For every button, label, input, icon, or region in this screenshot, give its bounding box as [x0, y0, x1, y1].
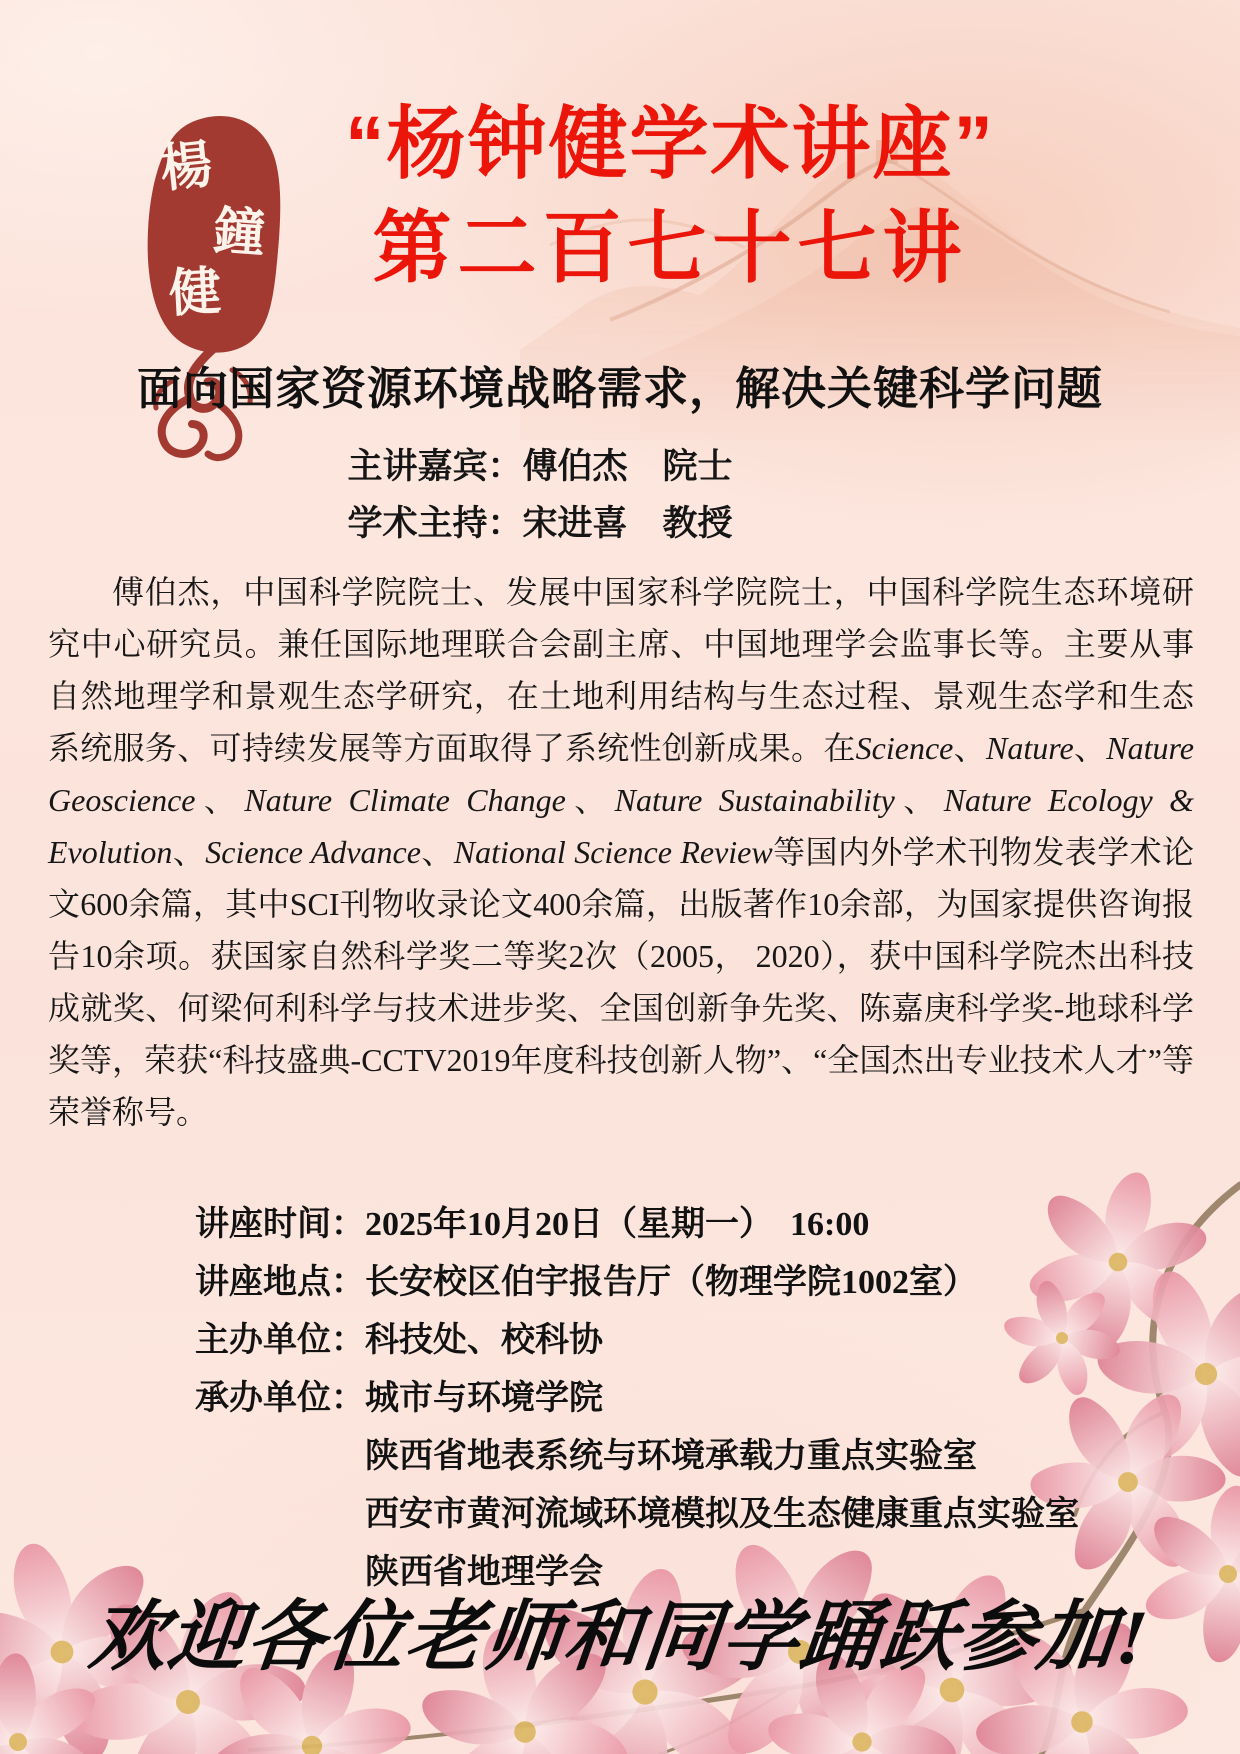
lecture-topic: 面向国家资源环境战略需求，解决关键科学问题 [136, 364, 1103, 414]
bio-run: 、 [894, 782, 944, 818]
lecture-details [195, 1196, 1195, 1602]
detail-value: 城市与环境学院 [365, 1380, 603, 1417]
detail-value: 科技处、校科协 [365, 1322, 603, 1359]
detail-label: 主办单位： [195, 1322, 365, 1359]
bio-run: 、 [172, 834, 206, 870]
bio-run: 、 [195, 782, 245, 818]
detail-label: 承办单位： [195, 1380, 365, 1417]
bio-run: 傅伯杰，中国科学院院士、发展中国家科学院院士，中国科学院生态环境研究中心研究员。兼任国际地理联合会副主席、中国地理学会监事长等。主要从事自然地理学和景观生态学研究，在土地利用结构与生态过程、景观生态学和生态系统服务、可持续发展等方面取得了系统性创新成果。在 [48, 574, 1194, 766]
seal-char-2: 鐘 [211, 203, 268, 264]
guest-speaker-line: 主讲嘉宾：傅伯杰 院士 [347, 447, 733, 486]
journal-name: Nature Geoscience [48, 730, 1194, 818]
detail-value: 陕西省地理学会 [365, 1554, 603, 1591]
journal-name: Science [855, 730, 954, 766]
academic-host-line: 学术主持：宋进喜 教授 [347, 504, 733, 543]
journal-name: Nature Climate Change [244, 782, 566, 818]
bio-run: 、 [1073, 730, 1107, 766]
detail-value: 西安市黄河流域环境模拟及生态健康重点实验室 [365, 1496, 1079, 1533]
bio-run: 等国内外学术刊物发表学术论文600余篇，其中SCI刊物收录论文400余篇，出版著作10余部，为国家提供咨询报告10余项。获国家自然科学奖二等奖2次（2005， 2020），获中国科学院杰出科技成就奖、何梁何利科学与技术进步奖、全国创新争先奖、陈嘉庚科学奖-地球科学奖等，荣获“科技盛典-CCTV2019年度科技创新人物”、“全国杰出专业技术人才”等荣誉称号。 [48, 834, 1195, 1130]
detail-label [195, 1428, 365, 1486]
bio-run: 、 [565, 782, 615, 818]
speaker-biography [48, 566, 1194, 1138]
bio-run: 、 [953, 730, 986, 766]
journal-name: Nature Sustainability [614, 782, 895, 818]
speaker-host-block [0, 438, 1080, 552]
detail-row-undertaker-cont [195, 1428, 1195, 1486]
poster-title-line2: 第二百七十七讲 [372, 203, 968, 292]
detail-row-undertaker [195, 1370, 1195, 1428]
journal-name: Science Advance [205, 834, 421, 870]
detail-value: 长安校区伯宇报告厅（物理学院1002室） [365, 1264, 977, 1301]
title-block [230, 92, 1110, 300]
seal-char-1: 楊 [157, 136, 216, 199]
detail-row-undertaker-cont [195, 1486, 1195, 1544]
detail-value: 陕西省地表系统与环境承载力重点实验室 [365, 1438, 977, 1475]
detail-row-time [195, 1196, 1195, 1254]
detail-row-organizer [195, 1312, 1195, 1370]
journal-name: National Science Review [453, 834, 773, 870]
detail-label: 讲座时间： [195, 1206, 365, 1243]
poster-title-line1: “杨钟健学术讲座” [345, 99, 995, 188]
detail-value: 2025年10月20日（星期一） 16:00 [365, 1206, 870, 1243]
detail-label [195, 1486, 365, 1544]
detail-row-location [195, 1254, 1195, 1312]
journal-name: Nature [985, 730, 1074, 766]
detail-label: 讲座地点： [195, 1264, 365, 1301]
bio-run: 、 [420, 834, 454, 870]
seal-char-3: 健 [167, 263, 223, 324]
journal-name: Nature Ecology & Evolution [48, 782, 1194, 870]
welcome-message: 欢迎各位老师和同学踊跃参加! [85, 1594, 1154, 1680]
